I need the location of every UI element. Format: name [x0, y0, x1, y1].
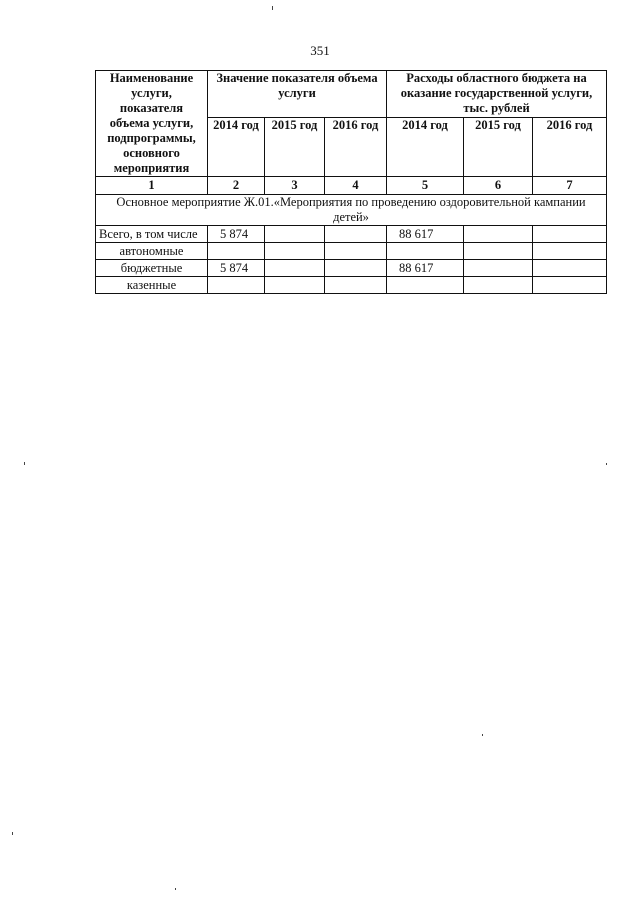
table-row: [96, 260, 607, 277]
column-number: 4: [325, 177, 387, 195]
cell-volume-2014: 5 874: [208, 226, 265, 243]
cell-budget-2016: [533, 260, 607, 277]
cell-volume-2014: 5 874: [208, 260, 265, 277]
header-year-volume-2015: 2015 год: [265, 118, 325, 177]
scan-speck: [482, 734, 483, 736]
scan-speck: [606, 463, 607, 465]
cell-volume-2015: [265, 260, 325, 277]
service-volume-table: [95, 70, 607, 294]
scan-speck: [272, 6, 273, 10]
header-year-budget-2016: 2016 год: [533, 118, 607, 177]
cell-volume-2015: [265, 226, 325, 243]
cell-budget-2016: [533, 226, 607, 243]
cell-budget-2014: [387, 243, 464, 260]
cell-budget-2014: [387, 277, 464, 294]
page-number: 351: [310, 43, 330, 58]
column-number: 5: [387, 177, 464, 195]
header-year-volume-2014: 2014 год: [208, 118, 265, 177]
cell-volume-2014: [208, 243, 265, 260]
header-year-budget-2015: 2015 год: [464, 118, 533, 177]
cell-budget-2015: [464, 243, 533, 260]
header-budget-group: Расходы областного бюджета на оказание государственной услуги, тыс. рублей: [387, 71, 607, 118]
row-label: автономные: [96, 243, 208, 260]
cell-volume-2014: [208, 277, 265, 294]
cell-budget-2014: 88 617: [387, 260, 464, 277]
column-number: 6: [464, 177, 533, 195]
header-name-column: Наименование услуги, показателя объема услуги, подпрограммы, основного мероприятия: [96, 71, 208, 177]
scan-speck: [12, 832, 13, 835]
column-number: 7: [533, 177, 607, 195]
table-row: [96, 226, 607, 243]
header-year-volume-2016: 2016 год: [325, 118, 387, 177]
scan-speck: [175, 888, 176, 890]
row-label: казенные: [96, 277, 208, 294]
table-row: [96, 277, 607, 294]
cell-budget-2014: 88 617: [387, 226, 464, 243]
header-volume-group: Значение показателя объема услуги: [208, 71, 387, 118]
row-label: бюджетные: [96, 260, 208, 277]
cell-budget-2015: [464, 260, 533, 277]
cell-budget-2015: [464, 277, 533, 294]
cell-volume-2016: [325, 243, 387, 260]
column-number: 2: [208, 177, 265, 195]
cell-volume-2016: [325, 226, 387, 243]
cell-volume-2015: [265, 243, 325, 260]
cell-budget-2016: [533, 243, 607, 260]
cell-budget-2015: [464, 226, 533, 243]
column-number: 3: [265, 177, 325, 195]
column-number: 1: [96, 177, 208, 195]
row-label: Всего, в том числе: [96, 226, 208, 243]
scan-speck: [24, 462, 25, 465]
table-row: [96, 243, 607, 260]
section-title: Основное мероприятие Ж.01.«Мероприятия по проведению оздоровительной кампании детей»: [96, 195, 607, 226]
cell-volume-2015: [265, 277, 325, 294]
header-year-budget-2014: 2014 год: [387, 118, 464, 177]
cell-volume-2016: [325, 277, 387, 294]
cell-budget-2016: [533, 277, 607, 294]
cell-volume-2016: [325, 260, 387, 277]
